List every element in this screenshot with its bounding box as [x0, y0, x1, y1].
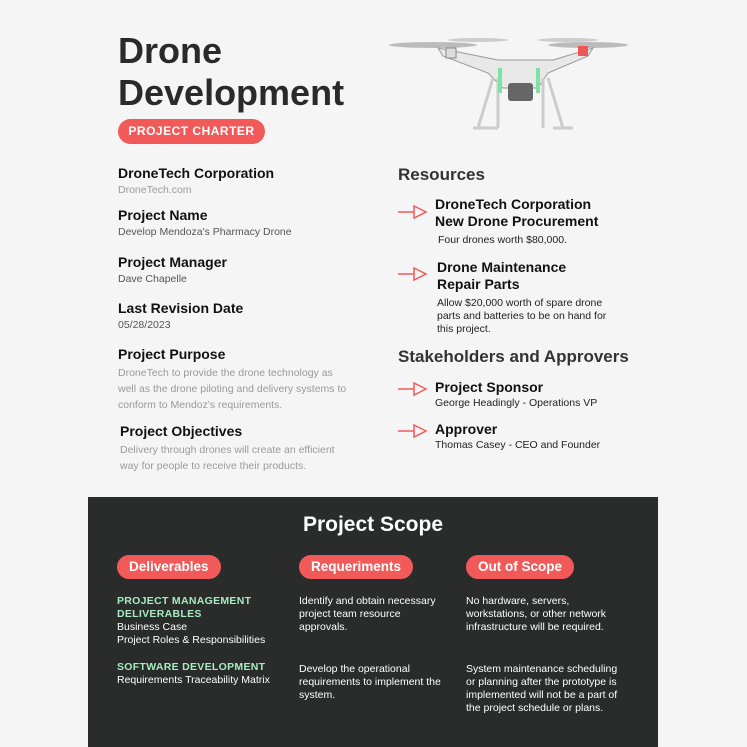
resource-item: DroneTech Corporation New Drone Procurement Four drones worth $80,000. — [398, 196, 628, 246]
deliverables-column: Deliverables PROJECT MANAGEMENT DELIVERABLES Business Case Project Roles & Responsibilities SOFTWARE DEVELOPMENT Requirements Traceability Matrix — [117, 555, 282, 687]
field-revision-date: Last Revision Date 05/28/2023 — [118, 300, 244, 331]
resource-item: Drone Maintenance Repair Parts Allow $20,000 worth of spare drone parts and batteries to be on hand for this project. — [398, 259, 628, 336]
drone-image — [388, 28, 628, 138]
out-of-scope-badge: Out of Scope — [466, 555, 574, 579]
requirements-column: Requeriments Identify and obtain necessary project team resource approvals. Develop the operational requirements to implement the system. — [299, 555, 444, 702]
field-project-name: Project Name Develop Mendoza's Pharmacy Drone — [118, 207, 292, 238]
project-scope-panel — [88, 497, 658, 747]
out-of-scope-column: Out of Scope No hardware, servers, workstations, or other network infrastructure will be required. System maintenance scheduling or planning after the prototype is implemented will not be a part of the project schedule or plans. — [466, 555, 628, 715]
arrow-icon — [398, 204, 428, 220]
resources-heading: Resources — [398, 165, 485, 184]
company-website: DroneTech.com — [118, 184, 192, 196]
stakeholder-item: Project Sponsor George Headingly - Operations VP — [398, 379, 628, 409]
scope-heading: Project Scope — [302, 513, 444, 536]
arrow-icon — [398, 381, 428, 397]
field-project-manager: Project Manager Dave Chapelle — [118, 254, 227, 285]
arrow-icon — [398, 423, 428, 439]
field-project-objectives: Project Objectives Delivery through drones will create an efficient way for people to receive their products. — [120, 423, 335, 472]
field-project-purpose: Project Purpose DroneTech to provide the drone technology as well as the drone piloting and delivery systems to conform to Mendoz's requirements. — [118, 346, 347, 411]
stakeholder-item: Approver Thomas Casey - CEO and Founder — [398, 421, 628, 451]
deliverables-badge: Deliverables — [117, 555, 221, 579]
stakeholders-heading: Stakeholders and Approvers — [398, 347, 629, 366]
page-title: Drone Development — [118, 30, 345, 113]
project-charter-badge: PROJECT CHARTER — [118, 119, 265, 144]
company-name: DroneTech Corporation — [118, 165, 275, 181]
arrow-icon — [398, 266, 428, 282]
requirements-badge: Requeriments — [299, 555, 413, 579]
